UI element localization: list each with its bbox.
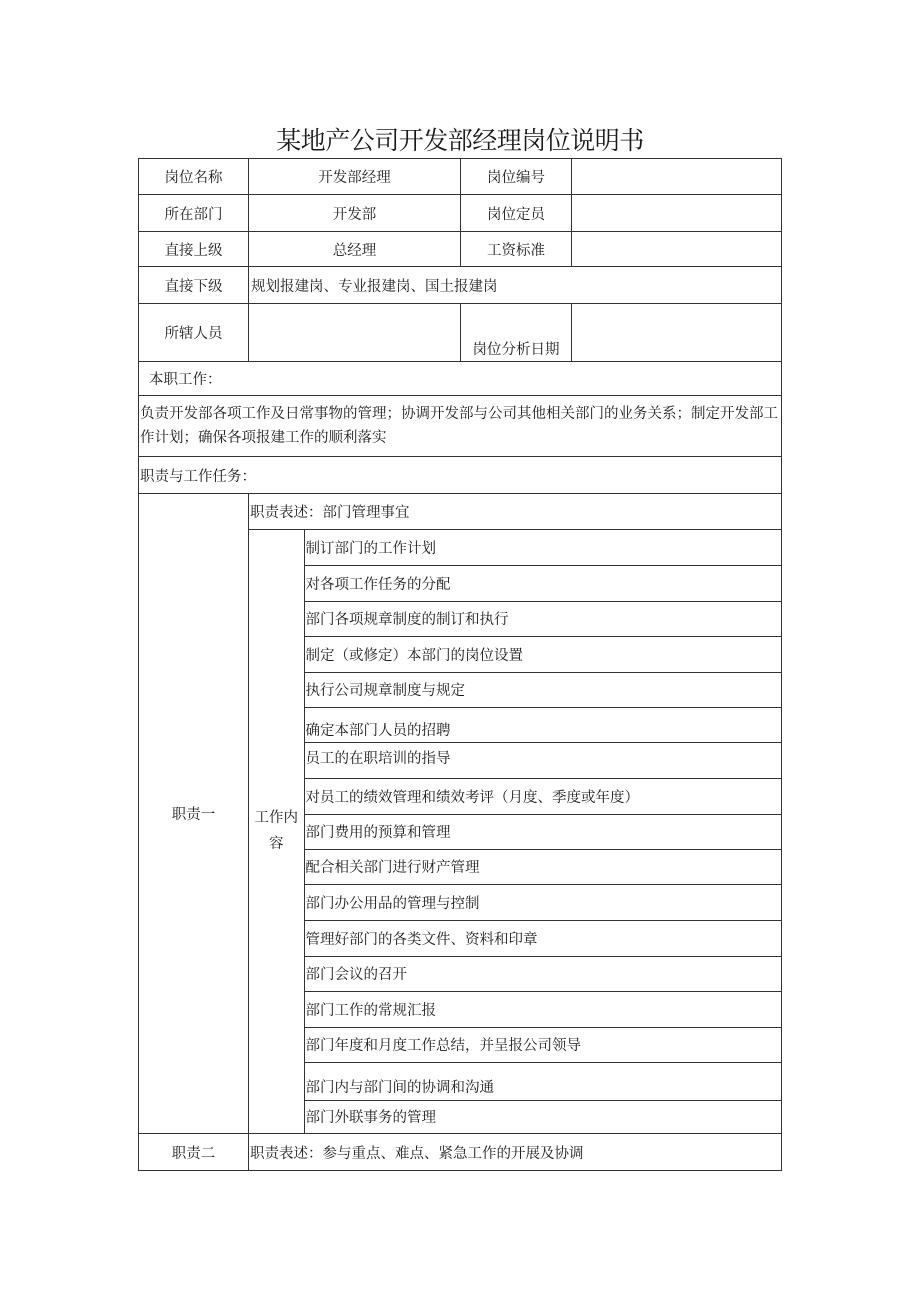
position-name-value: 开发部经理 xyxy=(249,159,461,195)
page-title: 某地产公司开发部经理岗位说明书 xyxy=(276,126,644,155)
work-item-17: 部门外联事务的管理 xyxy=(305,1110,436,1127)
job-description-table xyxy=(138,158,782,1171)
subordinate-label: 直接下级 xyxy=(139,267,249,304)
work-item-2: 对各项工作任务的分配 xyxy=(304,565,781,601)
work-item-10: 配合相关部门进行财产管理 xyxy=(304,849,781,884)
list-item xyxy=(249,956,781,991)
staff-label: 所辖人员 xyxy=(139,304,249,362)
work-item-13: 部门会议的召开 xyxy=(304,956,781,991)
work-item-11: 部门办公用品的管理与控制 xyxy=(304,884,781,920)
salary-label: 工资标准 xyxy=(461,232,572,267)
list-item xyxy=(249,991,781,1027)
row-duty-1 xyxy=(139,494,782,1134)
work-item-1: 制订部门的工作计划 xyxy=(304,529,781,565)
staff-value xyxy=(249,304,461,362)
list-item xyxy=(249,707,781,742)
analysis-date-value xyxy=(572,304,782,362)
row-duty-summary-text xyxy=(139,396,782,457)
row-tasks-label xyxy=(139,457,782,494)
row-duty-2 xyxy=(139,1134,782,1171)
work-item-7: 员工的在职培训的指导 xyxy=(304,742,781,778)
department-value: 开发部 xyxy=(249,195,461,232)
work-item-6: 确定本部门人员的招聘 xyxy=(304,707,781,742)
list-item xyxy=(249,849,781,884)
duty-2-statement: 职责表述：参与重点、难点、紧急工作的开展及协调 xyxy=(249,1134,782,1171)
superior-label: 直接上级 xyxy=(139,232,249,267)
row-superior xyxy=(139,232,782,267)
work-item-8: 对员工的绩效管理和绩效考评（月度、季度或年度） xyxy=(304,778,781,814)
work-item-9: 部门费用的预算和管理 xyxy=(304,814,781,849)
department-label: 所在部门 xyxy=(139,195,249,232)
work-item-5: 执行公司规章制度与规定 xyxy=(304,672,781,707)
list-item xyxy=(249,778,781,814)
list-item xyxy=(249,601,781,636)
analysis-date-label: 岗位分析日期 xyxy=(461,304,572,362)
list-item xyxy=(249,1100,781,1133)
position-name-label: 岗位名称 xyxy=(139,159,249,195)
list-item xyxy=(249,742,781,778)
work-item-3: 部门各项规章制度的制订和执行 xyxy=(304,601,781,636)
position-quota-label: 岗位定员 xyxy=(461,195,572,232)
list-item xyxy=(249,636,781,672)
row-duty-summary-label xyxy=(139,362,782,396)
list-item xyxy=(249,565,781,601)
duty-summary-label: 本职工作： xyxy=(139,362,782,396)
duty-2-label: 职责二 xyxy=(139,1134,249,1171)
duty-1-label: 职责一 xyxy=(139,494,249,1134)
salary-value xyxy=(572,232,782,267)
subordinate-value: 规划报建岗、专业报建岗、国土报建岗 xyxy=(249,267,782,304)
duty-1-statement-row xyxy=(249,494,781,529)
row-staff xyxy=(139,304,782,362)
duty-1-statement: 职责表述：部门管理事宜 xyxy=(249,494,781,529)
duty-1-inner-table xyxy=(249,494,781,1133)
work-item-12: 管理好部门的各类文件、资料和印章 xyxy=(304,920,781,956)
row-department xyxy=(139,195,782,232)
work-item-16: 部门内与部门间的协调和沟通 xyxy=(304,1062,781,1100)
list-item xyxy=(249,672,781,707)
position-code-label: 岗位编号 xyxy=(461,159,572,195)
work-item-14: 部门工作的常规汇报 xyxy=(304,991,781,1027)
row-position-name xyxy=(139,159,782,195)
list-item xyxy=(249,1062,781,1100)
position-quota-value xyxy=(572,195,782,232)
work-item-15: 部门年度和月度工作总结，并呈报公司领导 xyxy=(304,1027,781,1062)
list-item xyxy=(249,920,781,956)
list-item xyxy=(249,529,781,565)
list-item xyxy=(249,814,781,849)
work-item-4: 制定（或修定）本部门的岗位设置 xyxy=(304,636,781,672)
duty-1-detail xyxy=(249,494,782,1134)
list-item xyxy=(249,884,781,920)
list-item xyxy=(249,1027,781,1062)
duty-summary-text: 负责开发部各项工作及日常事物的管理；协调开发部与公司其他相关部门的业务关系；制定开发部工作计划；确保各项报建工作的顺利落实 xyxy=(139,396,782,457)
superior-value: 总经理 xyxy=(249,232,461,267)
tasks-label: 职责与工作任务： xyxy=(139,457,782,494)
row-subordinate xyxy=(139,267,782,304)
work-content-label: 工作内容 xyxy=(249,529,304,1133)
position-code-value xyxy=(572,159,782,195)
